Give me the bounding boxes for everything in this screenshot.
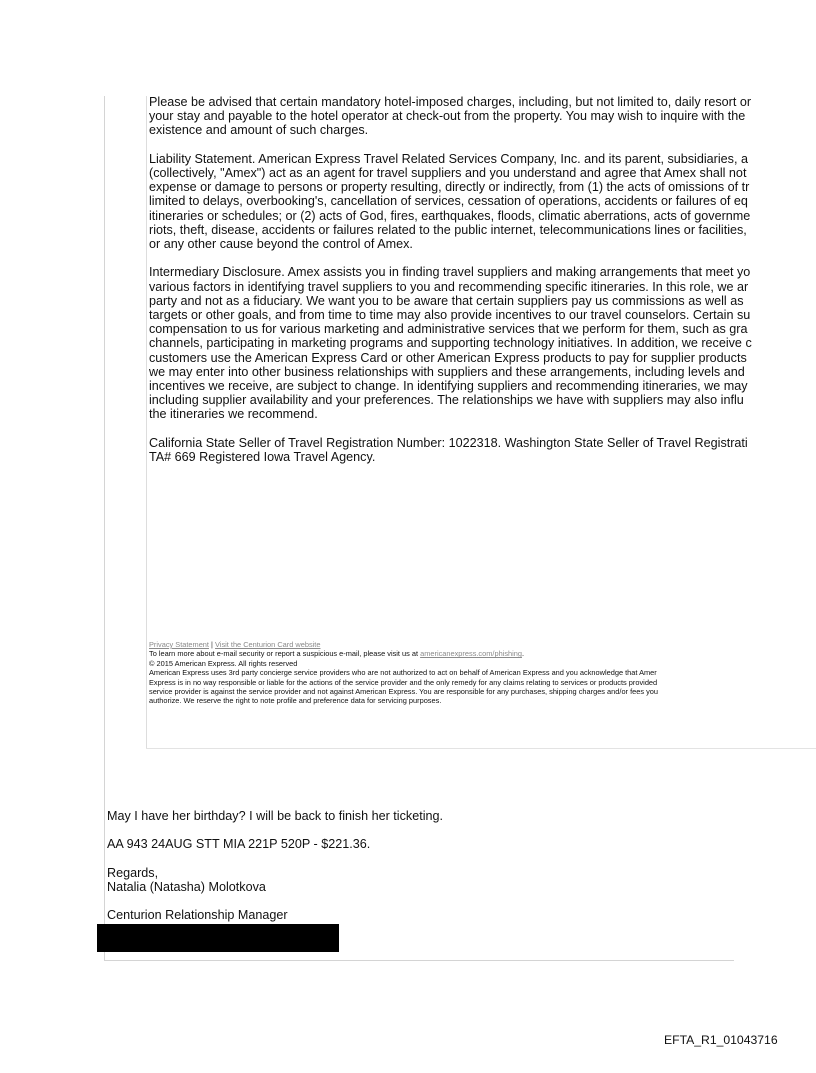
disclaimer-line: American Express uses 3rd party concierge service providers who are not authorized to act on behalf of American Express and you acknowledge that Amer [149, 668, 657, 678]
paragraph-line: existence and amount of such charges. [149, 123, 369, 138]
disclaimer-line: service provider is against the service provider and not against American Express. You are responsible for any purchases, shipping charges and/or fees you [149, 687, 659, 697]
sender-name: Natalia (Natasha) Molotkova [107, 879, 266, 894]
centurion-website-link[interactable]: Visit the Centurion Card website [215, 640, 321, 649]
flight-itinerary-line: AA 943 24AUG STT MIA 221P 520P - $221.36. [107, 837, 371, 852]
phishing-link[interactable]: americanexpress.com/phishing [420, 649, 522, 659]
disclaimer-line: authorize. We reserve the right to note profile and preference data for servicing purposes. [149, 696, 442, 706]
paragraph-line: customers use the American Express Card or other American Express products to pay for supplier products [149, 350, 747, 365]
security-line [149, 649, 816, 658]
reply-quote-border-left [104, 96, 105, 960]
redaction-block [97, 924, 339, 952]
paragraph-line: TA# 669 Registered Iowa Travel Agency. [149, 450, 376, 465]
liability-statement-paragraph [149, 152, 816, 251]
paragraph-line: California State Seller of Travel Registration Number: 1022318. Washington State Seller of Travel Registrati [149, 435, 748, 450]
signature-block [107, 866, 727, 894]
quoted-email-border-left [146, 96, 147, 748]
paragraph-line: various factors in identifying travel suppliers to you and recommending specific itineraries. In this role, we ar [149, 279, 749, 294]
paragraph-line: we may enter into other business relationships with suppliers and these arrangements, including levels and [149, 364, 745, 379]
paragraph-line: incentives we receive, are subject to change. In identifying suppliers and recommending itineraries, we may [149, 379, 748, 394]
hotel-charges-paragraph [149, 95, 816, 138]
footer-link-separator: | [208, 640, 216, 649]
security-text-end: . [521, 649, 525, 659]
paragraph-line: Liability Statement. American Express Travel Related Services Company, Inc. and its parent, subsidiaries, a [149, 151, 748, 166]
paragraph-line: compensation to us for various marketing and administrative services that we perform for them, such as gra [149, 322, 748, 337]
paragraph-line: itineraries or schedules; or (2) acts of God, fires, earthquakes, floods, climatic aberrations, acts of governme [149, 208, 751, 223]
paragraph-line: the itineraries we recommend. [149, 407, 318, 422]
paragraph-line: expense or damage to persons or property resulting, directly or indirectly, from (1) the acts of omissions of tr [149, 180, 750, 195]
paragraph-line: limited to delays, overbooking's, cancellation of services, cessation of operations, accidents or failures of eq [149, 194, 748, 209]
privacy-statement-link[interactable]: Privacy Statement [149, 640, 209, 649]
paragraph-line: your stay and payable to the hotel operator at check-out from the property. You may wish to inquire with the [149, 109, 746, 124]
sender-title: Centurion Relationship Manager [107, 908, 288, 923]
intermediary-disclosure-paragraph [149, 265, 816, 421]
disclaimer-line: Express is in no way responsible or liable for the actions of the service provider and the only remedy for any claims relating to services or products provided [149, 677, 658, 687]
paragraph-line: including supplier availability and your preferences. The relationships we have with suppliers may also influ [149, 393, 744, 408]
paragraph-line: riots, theft, disease, accidents or failures related to the public internet, telecommunications lines or facilities, [149, 222, 747, 237]
paragraph-line: or any other cause beyond the control of Amex. [149, 237, 413, 252]
birthday-question: May I have her birthday? I will be back to finish her ticketing. [107, 809, 443, 823]
copyright-text: © 2015 American Express. All rights reserved [149, 658, 298, 668]
closing-text: Regards, [107, 865, 159, 880]
paragraph-line: Intermediary Disclosure. Amex assists you in finding travel suppliers and making arrangements that meet yo [149, 265, 751, 280]
footer-links-line [149, 640, 816, 649]
paragraph-line: Please be advised that certain mandatory hotel-imposed charges, including, but not limited to, daily resort or [149, 95, 752, 109]
paragraph-line: party and not as a fiduciary. We want you to be aware that certain suppliers pay us commissions as well as [149, 293, 744, 308]
paragraph-line: (collectively, "Amex") act as an agent for travel suppliers and you understand and agree that Amex shall not [149, 166, 747, 180]
document-id-stamp: EFTA_R1_01043716 [664, 1033, 778, 1047]
paragraph-line: targets or other goals, and from time to time may also provide incentives to our travel counselors. Certain su [149, 308, 751, 323]
security-text: To learn more about e-mail security or report a suspicious e-mail, please visit us at [149, 649, 421, 659]
quoted-email-body [149, 95, 816, 478]
email-footer [149, 640, 816, 706]
seller-of-travel-paragraph [149, 436, 816, 464]
quoted-email-border-bottom [146, 748, 816, 749]
reply-quote-border-bottom [104, 960, 734, 961]
paragraph-line: channels, participating in marketing programs and supporting technology initiatives. In addition, we receive c [149, 336, 752, 351]
reply-message [107, 809, 727, 937]
